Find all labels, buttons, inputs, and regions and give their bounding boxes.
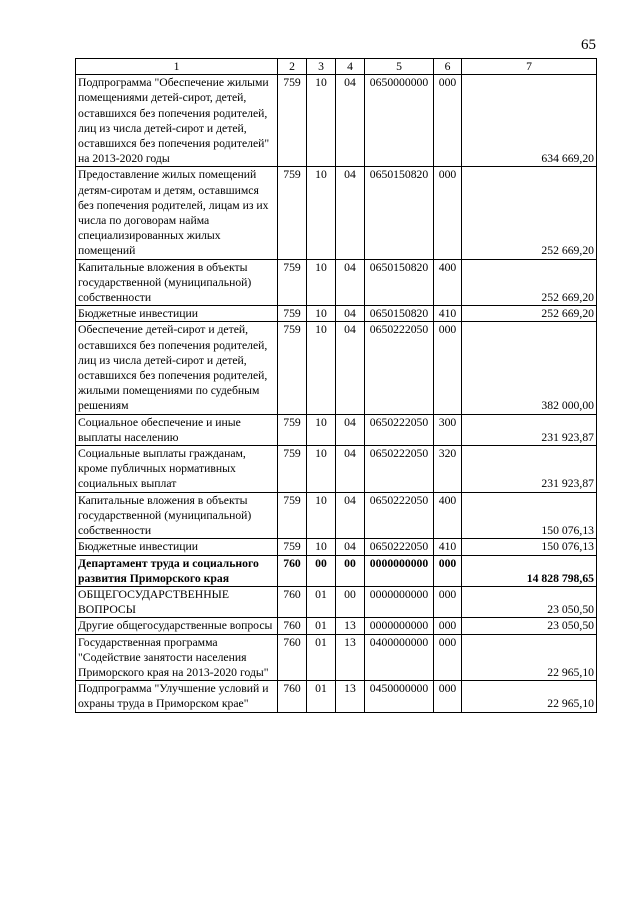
row-code-cell: 04: [336, 259, 365, 306]
row-code-cell: 759: [278, 492, 307, 539]
table-row: [76, 75, 597, 167]
row-code-cell: 760: [278, 681, 307, 712]
row-amount-cell: 23 050,50: [462, 618, 597, 634]
row-code-cell: 000: [434, 618, 462, 634]
row-code-cell: 0650222050: [365, 322, 434, 414]
row-name-cell: Департамент труда и социального развития Приморского края: [76, 555, 278, 586]
row-code-cell: 0650222050: [365, 492, 434, 539]
row-name-cell: Социальные выплаты гражданам, кроме публичных нормативных социальных выплат: [76, 446, 278, 493]
row-code-cell: 04: [336, 75, 365, 167]
table-row: [76, 539, 597, 555]
col-header: 4: [336, 59, 365, 75]
row-amount-cell: 634 669,20: [462, 75, 597, 167]
row-code-cell: 10: [307, 414, 336, 445]
header-row: [76, 59, 597, 75]
row-code-cell: 10: [307, 492, 336, 539]
col-header: 3: [307, 59, 336, 75]
row-code-cell: 10: [307, 167, 336, 259]
row-code-cell: 01: [307, 618, 336, 634]
row-name-cell: Социальное обеспечение и иные выплаты населению: [76, 414, 278, 445]
row-amount-cell: 252 669,20: [462, 167, 597, 259]
table-row: [76, 681, 597, 712]
col-header: 2: [278, 59, 307, 75]
row-code-cell: 0650150820: [365, 306, 434, 322]
table-row: [76, 167, 597, 259]
row-code-cell: 000: [434, 167, 462, 259]
row-name-cell: Предоставление жилых помещений детям-сиротам и детям, оставшимся без попечения родителей, лицам из их числа по договорам найма специализированных жилых помещений: [76, 167, 278, 259]
row-code-cell: 0000000000: [365, 618, 434, 634]
table-row: [76, 586, 597, 617]
row-amount-cell: 150 076,13: [462, 539, 597, 555]
row-code-cell: 759: [278, 414, 307, 445]
row-code-cell: 759: [278, 259, 307, 306]
row-code-cell: 10: [307, 446, 336, 493]
row-amount-cell: 22 965,10: [462, 681, 597, 712]
row-code-cell: 0650000000: [365, 75, 434, 167]
page-number: 65: [581, 37, 596, 53]
row-code-cell: 000: [434, 634, 462, 681]
row-amount-cell: 23 050,50: [462, 586, 597, 617]
row-code-cell: 0450000000: [365, 681, 434, 712]
row-name-cell: Обеспечение детей-сирот и детей, оставшихся без попечения родителей, лиц из числа детей-сирот и детей, оставшихся без попечения родителей, жилыми помещениями по судебным решениям: [76, 322, 278, 414]
row-code-cell: 000: [434, 681, 462, 712]
row-code-cell: 01: [307, 681, 336, 712]
row-amount-cell: 252 669,20: [462, 306, 597, 322]
row-code-cell: 13: [336, 634, 365, 681]
table-row: [76, 414, 597, 445]
row-amount-cell: 150 076,13: [462, 492, 597, 539]
row-code-cell: 04: [336, 492, 365, 539]
row-amount-cell: 14 828 798,65: [462, 555, 597, 586]
row-code-cell: 760: [278, 618, 307, 634]
row-code-cell: 410: [434, 539, 462, 555]
row-name-cell: Бюджетные инвестиции: [76, 306, 278, 322]
row-code-cell: 00: [336, 586, 365, 617]
row-code-cell: 760: [278, 586, 307, 617]
row-code-cell: 410: [434, 306, 462, 322]
row-name-cell: Подпрограмма "Улучшение условий и охраны труда в Приморском крае": [76, 681, 278, 712]
row-code-cell: 000: [434, 322, 462, 414]
table-row: [76, 259, 597, 306]
row-code-cell: 0000000000: [365, 586, 434, 617]
row-code-cell: 04: [336, 446, 365, 493]
row-name-cell: Подпрограмма "Обеспечение жилыми помещениями детей-сирот, детей, оставшихся без попечения родителей, лиц из числа детей-сирот и детей, оставшихся без попечения родителей" на 2013-2020 годы: [76, 75, 278, 167]
col-header: 5: [365, 59, 434, 75]
table-row: [76, 306, 597, 322]
row-code-cell: 000: [434, 75, 462, 167]
row-code-cell: 320: [434, 446, 462, 493]
col-header: 6: [434, 59, 462, 75]
row-code-cell: 000: [434, 555, 462, 586]
row-code-cell: 10: [307, 306, 336, 322]
row-name-cell: Государственная программа "Содействие занятости населения Приморского края на 2013-2020 годы": [76, 634, 278, 681]
row-code-cell: 0650150820: [365, 167, 434, 259]
row-code-cell: 760: [278, 555, 307, 586]
row-amount-cell: 231 923,87: [462, 414, 597, 445]
row-code-cell: 0400000000: [365, 634, 434, 681]
row-code-cell: 13: [336, 618, 365, 634]
row-code-cell: 400: [434, 259, 462, 306]
row-amount-cell: 252 669,20: [462, 259, 597, 306]
row-name-cell: ОБЩЕГОСУДАРСТВЕННЫЕ ВОПРОСЫ: [76, 586, 278, 617]
row-code-cell: 04: [336, 167, 365, 259]
row-name-cell: Капитальные вложения в объекты государственной (муниципальной) собственности: [76, 492, 278, 539]
row-code-cell: 01: [307, 586, 336, 617]
row-code-cell: 0650150820: [365, 259, 434, 306]
row-code-cell: 0000000000: [365, 555, 434, 586]
budget-table: [75, 58, 597, 713]
row-code-cell: 00: [336, 555, 365, 586]
row-code-cell: 400: [434, 492, 462, 539]
row-code-cell: 0650222050: [365, 414, 434, 445]
row-code-cell: 10: [307, 259, 336, 306]
row-code-cell: 759: [278, 539, 307, 555]
row-name-cell: Другие общегосударственные вопросы: [76, 618, 278, 634]
col-header: 7: [462, 59, 597, 75]
row-name-cell: Бюджетные инвестиции: [76, 539, 278, 555]
row-code-cell: 04: [336, 306, 365, 322]
table-row: [76, 322, 597, 414]
table-row: [76, 555, 597, 586]
row-code-cell: 04: [336, 322, 365, 414]
row-code-cell: 10: [307, 322, 336, 414]
row-code-cell: 04: [336, 414, 365, 445]
table-row: [76, 634, 597, 681]
row-code-cell: 10: [307, 75, 336, 167]
row-code-cell: 759: [278, 446, 307, 493]
table-row: [76, 492, 597, 539]
row-amount-cell: 231 923,87: [462, 446, 597, 493]
row-name-cell: Капитальные вложения в объекты государственной (муниципальной) собственности: [76, 259, 278, 306]
row-code-cell: 00: [307, 555, 336, 586]
row-code-cell: 13: [336, 681, 365, 712]
col-header: 1: [76, 59, 278, 75]
row-code-cell: 760: [278, 634, 307, 681]
row-code-cell: 759: [278, 306, 307, 322]
row-code-cell: 0650222050: [365, 446, 434, 493]
row-code-cell: 000: [434, 586, 462, 617]
row-code-cell: 10: [307, 539, 336, 555]
row-amount-cell: 382 000,00: [462, 322, 597, 414]
row-code-cell: 759: [278, 167, 307, 259]
table-row: [76, 446, 597, 493]
row-code-cell: 04: [336, 539, 365, 555]
row-code-cell: 300: [434, 414, 462, 445]
row-code-cell: 01: [307, 634, 336, 681]
row-code-cell: 759: [278, 75, 307, 167]
row-code-cell: 759: [278, 322, 307, 414]
row-amount-cell: 22 965,10: [462, 634, 597, 681]
row-code-cell: 0650222050: [365, 539, 434, 555]
table-row: [76, 618, 597, 634]
